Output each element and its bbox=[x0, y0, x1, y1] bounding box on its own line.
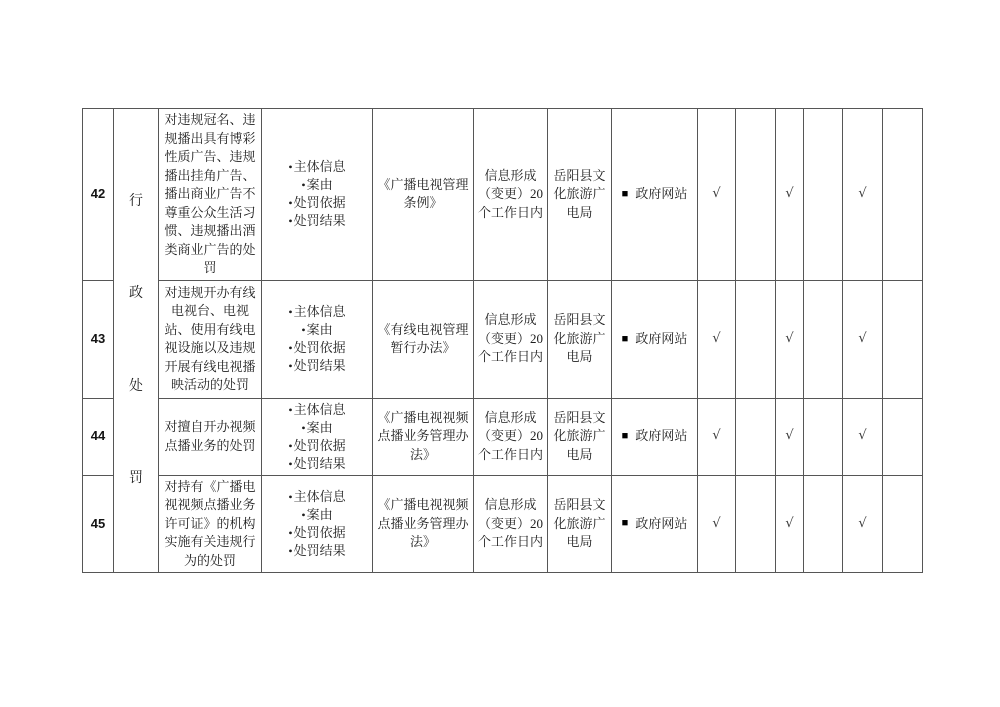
content-item: • 处罚依据 bbox=[265, 524, 369, 542]
checked-square-icon: ■ bbox=[621, 187, 629, 200]
legal-basis: 《广播电视视频点播业务管理办法》 bbox=[373, 475, 474, 573]
content-item: • 处罚结果 bbox=[265, 455, 369, 473]
table-row bbox=[83, 475, 923, 573]
category-vertical-label bbox=[117, 193, 155, 489]
department: 岳阳县文化旅游广电局 bbox=[548, 280, 612, 398]
check-cell: √ bbox=[776, 475, 804, 573]
publish-content-cell bbox=[262, 398, 373, 475]
publish-content-cell bbox=[262, 280, 373, 398]
empty-cell bbox=[804, 109, 843, 281]
category-char: 政 bbox=[129, 286, 143, 301]
row-number: 44 bbox=[83, 398, 114, 475]
row-number: 45 bbox=[83, 475, 114, 573]
empty-cell bbox=[883, 280, 923, 398]
content-item: • 处罚结果 bbox=[265, 542, 369, 560]
content-item: • 案由 bbox=[265, 321, 369, 339]
content-item: • 处罚依据 bbox=[265, 194, 369, 212]
table-row bbox=[83, 398, 923, 475]
time-limit: 信息形成（变更）20个工作日内 bbox=[474, 109, 548, 281]
check-cell: √ bbox=[776, 398, 804, 475]
penalty-matter: 对违规冠名、违规播出具有博彩性质广告、违规播出挂角广告、播出商业广告不尊重公众生活习惯、违规播出酒类商业广告的处罚 bbox=[159, 109, 262, 281]
publish-content-cell bbox=[262, 109, 373, 281]
content-item: • 主体信息 bbox=[265, 158, 369, 176]
check-cell: √ bbox=[843, 280, 883, 398]
content-item: • 处罚结果 bbox=[265, 212, 369, 230]
category-char: 处 bbox=[129, 378, 143, 394]
content-item: • 主体信息 bbox=[265, 303, 369, 321]
check-cell: √ bbox=[698, 280, 736, 398]
checked-square-icon: ■ bbox=[621, 332, 629, 345]
check-cell: √ bbox=[843, 398, 883, 475]
empty-cell bbox=[736, 280, 776, 398]
check-cell: √ bbox=[843, 475, 883, 573]
content-item: • 处罚结果 bbox=[265, 357, 369, 375]
department: 岳阳县文化旅游广电局 bbox=[548, 109, 612, 281]
penalty-matter: 对持有《广播电视视频点播业务许可证》的机构实施有关违规行为的处罚 bbox=[159, 475, 262, 573]
empty-cell bbox=[804, 475, 843, 573]
time-limit: 信息形成（变更）20个工作日内 bbox=[474, 280, 548, 398]
content-item: • 处罚依据 bbox=[265, 437, 369, 455]
legal-basis: 《有线电视管理暂行办法》 bbox=[373, 280, 474, 398]
publish-content-cell bbox=[262, 475, 373, 573]
category-char: 罚 bbox=[129, 471, 143, 486]
empty-cell bbox=[883, 398, 923, 475]
empty-cell bbox=[883, 109, 923, 281]
content-item: • 处罚依据 bbox=[265, 339, 369, 357]
category-char: 行 bbox=[129, 193, 143, 209]
row-number: 43 bbox=[83, 280, 114, 398]
check-cell: √ bbox=[776, 109, 804, 281]
row-number: 42 bbox=[83, 109, 114, 281]
legal-basis: 《广播电视视频点播业务管理办法》 bbox=[373, 398, 474, 475]
check-cell: √ bbox=[698, 475, 736, 573]
table-row bbox=[83, 280, 923, 398]
content-item: • 主体信息 bbox=[265, 401, 369, 419]
content-item: • 案由 bbox=[265, 176, 369, 194]
channel-cell bbox=[612, 398, 698, 475]
legal-basis: 《广播电视管理条例》 bbox=[373, 109, 474, 281]
time-limit: 信息形成（变更）20个工作日内 bbox=[474, 475, 548, 573]
penalty-disclosure-table bbox=[82, 108, 923, 573]
category-merged-cell bbox=[114, 109, 159, 573]
table-row bbox=[83, 109, 923, 281]
content-item: • 案由 bbox=[265, 419, 369, 437]
channel-label: 政府网站 bbox=[635, 330, 688, 346]
empty-cell bbox=[736, 109, 776, 281]
channel-cell bbox=[612, 280, 698, 398]
check-cell: √ bbox=[843, 109, 883, 281]
channel-label: 政府网站 bbox=[635, 428, 688, 444]
penalty-matter: 对擅自开办视频点播业务的处罚 bbox=[159, 398, 262, 475]
empty-cell bbox=[736, 475, 776, 573]
check-cell: √ bbox=[776, 280, 804, 398]
content-item: • 主体信息 bbox=[265, 488, 369, 506]
content-item: • 案由 bbox=[265, 506, 369, 524]
empty-cell bbox=[804, 398, 843, 475]
channel-label: 政府网站 bbox=[635, 515, 688, 531]
penalty-matter: 对违规开办有线电视台、电视站、使用有线电视设施以及违规开展有线电视播映活动的处罚 bbox=[159, 280, 262, 398]
check-cell: √ bbox=[698, 398, 736, 475]
checked-square-icon: ■ bbox=[621, 430, 629, 442]
empty-cell bbox=[736, 398, 776, 475]
department: 岳阳县文化旅游广电局 bbox=[548, 398, 612, 475]
time-limit: 信息形成（变更）20个工作日内 bbox=[474, 398, 548, 475]
channel-cell bbox=[612, 475, 698, 573]
channel-cell bbox=[612, 109, 698, 281]
empty-cell bbox=[804, 280, 843, 398]
check-cell: √ bbox=[698, 109, 736, 281]
empty-cell bbox=[883, 475, 923, 573]
channel-label: 政府网站 bbox=[635, 186, 688, 201]
department: 岳阳县文化旅游广电局 bbox=[548, 475, 612, 573]
checked-square-icon: ■ bbox=[621, 517, 629, 530]
